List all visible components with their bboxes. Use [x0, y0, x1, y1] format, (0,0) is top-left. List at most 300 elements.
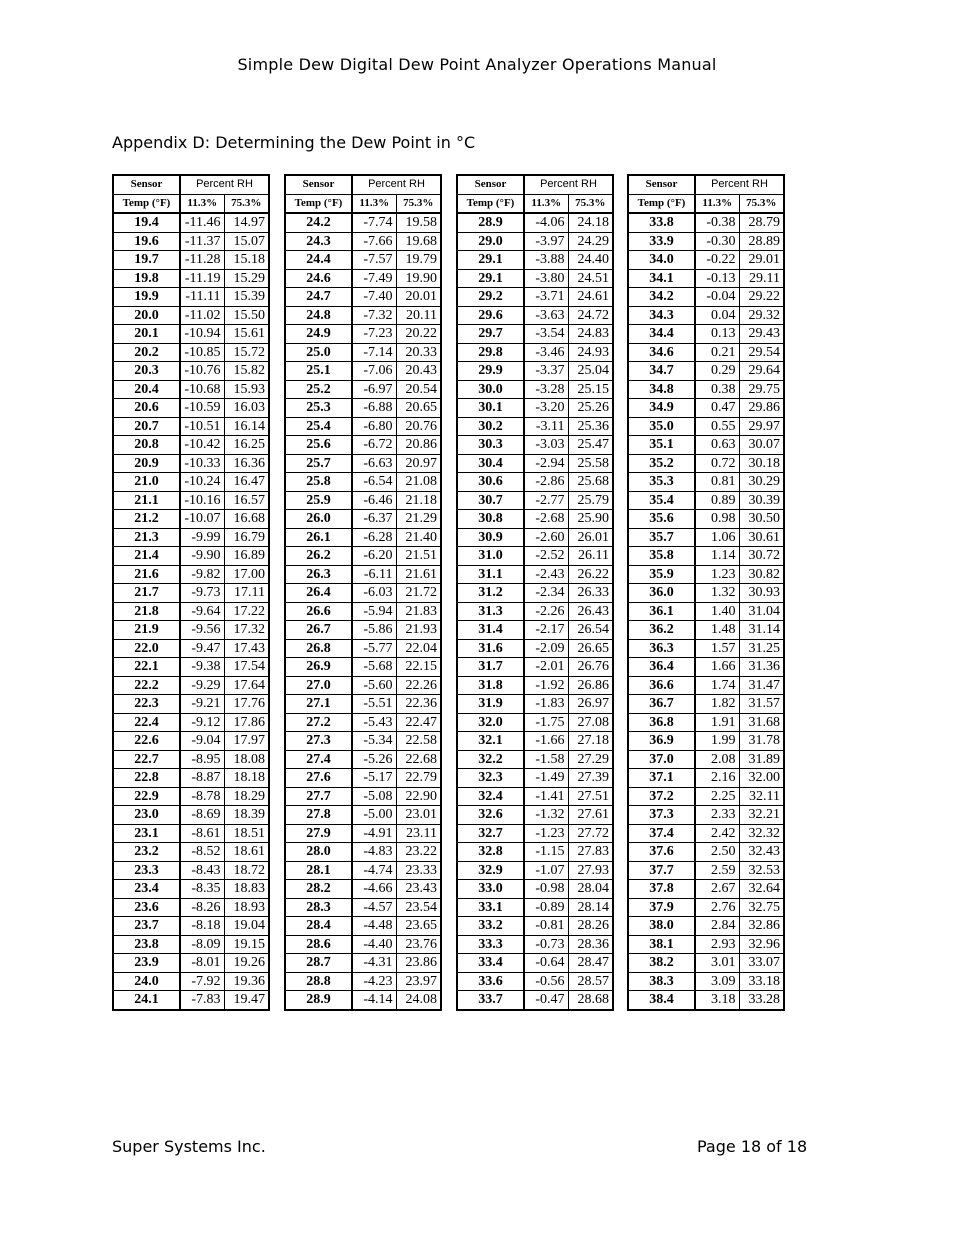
- dew-point-75-3-cell: 15.18: [224, 251, 269, 270]
- table-subheader-row: [285, 194, 441, 213]
- dew-point-11-3-cell: -8.09: [180, 935, 224, 954]
- dew-point-75-3-cell: 16.14: [224, 417, 269, 436]
- dew-point-75-3-cell: 25.79: [568, 491, 613, 510]
- table-row: [113, 473, 269, 492]
- table-row: [285, 306, 441, 325]
- dew-point-11-3-cell: 1.48: [695, 621, 739, 640]
- dew-point-11-3-cell: -10.07: [180, 510, 224, 529]
- dew-point-11-3-cell: -2.60: [524, 528, 568, 547]
- sensor-temp-cell: 23.2: [113, 843, 180, 862]
- table-row: [285, 713, 441, 732]
- sensor-temp-cell: 38.1: [628, 935, 695, 954]
- sensor-temp-cell: 21.3: [113, 528, 180, 547]
- dew-point-11-3-cell: -9.56: [180, 621, 224, 640]
- dew-point-75-3-cell: 17.22: [224, 602, 269, 621]
- dew-point-75-3-cell: 25.58: [568, 454, 613, 473]
- table-row: [628, 695, 784, 714]
- sensor-temp-cell: 23.7: [113, 917, 180, 936]
- dew-point-11-3-cell: -6.37: [352, 510, 396, 529]
- dew-point-75-3-cell: 23.76: [396, 935, 441, 954]
- table-row: [113, 565, 269, 584]
- sensor-temp-cell: 34.6: [628, 343, 695, 362]
- dew-point-11-3-cell: -10.76: [180, 362, 224, 381]
- dew-point-11-3-cell: -8.26: [180, 898, 224, 917]
- table-row: [628, 954, 784, 973]
- sensor-temp-cell: 36.1: [628, 602, 695, 621]
- dew-point-75-3-cell: 21.61: [396, 565, 441, 584]
- sensor-temp-cell: 33.8: [628, 213, 695, 232]
- table-row: [457, 732, 613, 751]
- dew-point-11-3-cell: 1.66: [695, 658, 739, 677]
- dew-point-75-3-cell: 32.96: [739, 935, 784, 954]
- dew-point-11-3-cell: 0.38: [695, 380, 739, 399]
- sensor-temp-cell: 23.0: [113, 806, 180, 825]
- dew-point-11-3-cell: -7.14: [352, 343, 396, 362]
- sensor-temp-cell: 30.4: [457, 454, 524, 473]
- table-row: [457, 713, 613, 732]
- table-row: [457, 417, 613, 436]
- table-row: [628, 713, 784, 732]
- rh-low-header: 11.3%: [695, 194, 739, 213]
- sensor-temp-cell: 32.9: [457, 861, 524, 880]
- dew-point-11-3-cell: -4.66: [352, 880, 396, 899]
- sensor-temp-cell: 31.9: [457, 695, 524, 714]
- dew-point-11-3-cell: -10.68: [180, 380, 224, 399]
- table-row: [628, 898, 784, 917]
- dew-point-75-3-cell: 23.22: [396, 843, 441, 862]
- dew-point-11-3-cell: -0.47: [524, 991, 568, 1010]
- dew-point-75-3-cell: 22.04: [396, 639, 441, 658]
- dew-point-11-3-cell: 2.93: [695, 935, 739, 954]
- dew-point-11-3-cell: 0.47: [695, 399, 739, 418]
- table-row: [628, 602, 784, 621]
- table-row: [628, 824, 784, 843]
- table-row: [457, 602, 613, 621]
- dew-point-table-1: [112, 174, 270, 1011]
- dew-point-75-3-cell: 26.54: [568, 621, 613, 640]
- dew-point-11-3-cell: -11.28: [180, 251, 224, 270]
- dew-point-75-3-cell: 20.86: [396, 436, 441, 455]
- table-row: [113, 972, 269, 991]
- sensor-temp-cell: 37.6: [628, 843, 695, 862]
- table-row: [628, 880, 784, 899]
- percent-rh-header: Percent RH: [524, 175, 613, 194]
- dew-point-11-3-cell: -9.82: [180, 565, 224, 584]
- dew-point-11-3-cell: -0.73: [524, 935, 568, 954]
- dew-point-75-3-cell: 14.97: [224, 213, 269, 232]
- dew-point-75-3-cell: 23.54: [396, 898, 441, 917]
- sensor-temp-cell: 34.2: [628, 288, 695, 307]
- dew-point-75-3-cell: 21.40: [396, 528, 441, 547]
- sensor-temp-cell: 37.2: [628, 787, 695, 806]
- dew-point-75-3-cell: 25.47: [568, 436, 613, 455]
- sensor-temp-cell: 22.3: [113, 695, 180, 714]
- sensor-temp-cell: 37.1: [628, 769, 695, 788]
- dew-point-75-3-cell: 19.47: [224, 991, 269, 1010]
- dew-point-75-3-cell: 27.08: [568, 713, 613, 732]
- table-row: [113, 695, 269, 714]
- dew-point-75-3-cell: 25.68: [568, 473, 613, 492]
- dew-point-11-3-cell: -1.07: [524, 861, 568, 880]
- table-row: [628, 806, 784, 825]
- sensor-temp-cell: 36.9: [628, 732, 695, 751]
- table-row: [457, 232, 613, 251]
- sensor-temp-cell: 33.3: [457, 935, 524, 954]
- dew-point-11-3-cell: -4.74: [352, 861, 396, 880]
- dew-point-11-3-cell: -2.17: [524, 621, 568, 640]
- dew-point-11-3-cell: 0.89: [695, 491, 739, 510]
- dew-point-11-3-cell: -1.15: [524, 843, 568, 862]
- sensor-temp-cell: 23.4: [113, 880, 180, 899]
- sensor-temp-cell: 25.6: [285, 436, 352, 455]
- sensor-temp-cell: 22.4: [113, 713, 180, 732]
- table-row: [285, 898, 441, 917]
- sensor-temp-cell: 26.8: [285, 639, 352, 658]
- dew-point-11-3-cell: -9.47: [180, 639, 224, 658]
- dew-point-75-3-cell: 21.08: [396, 473, 441, 492]
- dew-point-75-3-cell: 25.90: [568, 510, 613, 529]
- dew-point-75-3-cell: 17.32: [224, 621, 269, 640]
- dew-point-11-3-cell: -4.48: [352, 917, 396, 936]
- dew-point-75-3-cell: 26.11: [568, 547, 613, 566]
- dew-point-75-3-cell: 31.47: [739, 676, 784, 695]
- table-row: [628, 399, 784, 418]
- dew-point-11-3-cell: -2.86: [524, 473, 568, 492]
- table-row: [628, 584, 784, 603]
- dew-point-75-3-cell: 24.61: [568, 288, 613, 307]
- dew-point-75-3-cell: 18.51: [224, 824, 269, 843]
- table-row: [285, 491, 441, 510]
- dew-point-75-3-cell: 23.43: [396, 880, 441, 899]
- dew-point-75-3-cell: 32.32: [739, 824, 784, 843]
- dew-point-75-3-cell: 29.32: [739, 306, 784, 325]
- dew-point-75-3-cell: 28.14: [568, 898, 613, 917]
- sensor-temp-cell: 23.8: [113, 935, 180, 954]
- dew-point-11-3-cell: -7.40: [352, 288, 396, 307]
- sensor-temp-cell: 24.4: [285, 251, 352, 270]
- sensor-temp-cell: 23.3: [113, 861, 180, 880]
- dew-point-75-3-cell: 15.50: [224, 306, 269, 325]
- dew-point-75-3-cell: 25.26: [568, 399, 613, 418]
- sensor-temp-cell: 33.2: [457, 917, 524, 936]
- sensor-temp-cell: 30.6: [457, 473, 524, 492]
- dew-point-75-3-cell: 27.72: [568, 824, 613, 843]
- dew-point-75-3-cell: 16.68: [224, 510, 269, 529]
- sensor-temp-cell: 34.9: [628, 399, 695, 418]
- dew-point-75-3-cell: 19.68: [396, 232, 441, 251]
- dew-point-75-3-cell: 29.11: [739, 269, 784, 288]
- dew-point-75-3-cell: 18.61: [224, 843, 269, 862]
- sensor-temp-cell: 26.3: [285, 565, 352, 584]
- sensor-temp-cell: 29.9: [457, 362, 524, 381]
- dew-point-11-3-cell: -9.04: [180, 732, 224, 751]
- sensor-temp-cell: 19.4: [113, 213, 180, 232]
- dew-point-75-3-cell: 32.75: [739, 898, 784, 917]
- sensor-temp-cell: 27.8: [285, 806, 352, 825]
- sensor-temp-cell: 28.3: [285, 898, 352, 917]
- sensor-temp-cell: 21.1: [113, 491, 180, 510]
- dew-point-11-3-cell: 3.01: [695, 954, 739, 973]
- dew-point-11-3-cell: 2.08: [695, 750, 739, 769]
- sensor-temp-cell: 37.4: [628, 824, 695, 843]
- dew-point-11-3-cell: -2.77: [524, 491, 568, 510]
- sensor-temp-cell: 33.4: [457, 954, 524, 973]
- dew-point-75-3-cell: 16.79: [224, 528, 269, 547]
- sensor-temp-cell: 38.2: [628, 954, 695, 973]
- dew-point-75-3-cell: 31.36: [739, 658, 784, 677]
- dew-point-11-3-cell: -9.90: [180, 547, 224, 566]
- table-row: [285, 972, 441, 991]
- sensor-temp-cell: 24.7: [285, 288, 352, 307]
- dew-point-75-3-cell: 16.36: [224, 454, 269, 473]
- sensor-temp-cell: 28.2: [285, 880, 352, 899]
- dew-point-75-3-cell: 21.93: [396, 621, 441, 640]
- dew-point-75-3-cell: 27.61: [568, 806, 613, 825]
- dew-point-11-3-cell: 0.63: [695, 436, 739, 455]
- sensor-temp-cell: 22.7: [113, 750, 180, 769]
- table-row: [457, 898, 613, 917]
- sensor-temp-cell: 26.4: [285, 584, 352, 603]
- dew-point-11-3-cell: -11.02: [180, 306, 224, 325]
- dew-point-11-3-cell: -7.74: [352, 213, 396, 232]
- dew-point-75-3-cell: 17.00: [224, 565, 269, 584]
- table-row: [457, 639, 613, 658]
- dew-point-11-3-cell: -8.61: [180, 824, 224, 843]
- dew-point-11-3-cell: -11.46: [180, 213, 224, 232]
- dew-point-75-3-cell: 25.15: [568, 380, 613, 399]
- sensor-temp-cell: 30.8: [457, 510, 524, 529]
- dew-point-75-3-cell: 18.29: [224, 787, 269, 806]
- dew-point-11-3-cell: -6.11: [352, 565, 396, 584]
- dew-point-11-3-cell: -2.94: [524, 454, 568, 473]
- sensor-temp-cell: 36.6: [628, 676, 695, 695]
- dew-point-11-3-cell: 2.42: [695, 824, 739, 843]
- dew-point-11-3-cell: -0.98: [524, 880, 568, 899]
- table-header-row: [113, 175, 269, 194]
- table-row: [113, 343, 269, 362]
- table-row: [628, 325, 784, 344]
- table-row: [628, 621, 784, 640]
- dew-point-75-3-cell: 30.72: [739, 547, 784, 566]
- dew-point-11-3-cell: -3.54: [524, 325, 568, 344]
- dew-point-11-3-cell: 0.98: [695, 510, 739, 529]
- dew-point-75-3-cell: 24.40: [568, 251, 613, 270]
- table-row: [457, 510, 613, 529]
- dew-point-11-3-cell: -10.24: [180, 473, 224, 492]
- table-row: [628, 269, 784, 288]
- dew-point-75-3-cell: 29.43: [739, 325, 784, 344]
- table-row: [457, 454, 613, 473]
- dew-point-75-3-cell: 18.18: [224, 769, 269, 788]
- sensor-temp-cell: 24.9: [285, 325, 352, 344]
- sensor-temp-cell: 21.2: [113, 510, 180, 529]
- dew-point-75-3-cell: 24.72: [568, 306, 613, 325]
- sensor-temp-cell: 35.0: [628, 417, 695, 436]
- table-row: [285, 861, 441, 880]
- dew-point-11-3-cell: 1.57: [695, 639, 739, 658]
- table-row: [113, 732, 269, 751]
- table-row: [628, 843, 784, 862]
- dew-point-75-3-cell: 26.86: [568, 676, 613, 695]
- table-row: [628, 436, 784, 455]
- table-row: [457, 750, 613, 769]
- dew-point-11-3-cell: -6.80: [352, 417, 396, 436]
- table-row: [457, 621, 613, 640]
- table-row: [628, 251, 784, 270]
- table-row: [113, 491, 269, 510]
- dew-point-11-3-cell: -10.42: [180, 436, 224, 455]
- dew-point-75-3-cell: 28.47: [568, 954, 613, 973]
- page-header-title: Simple Dew Digital Dew Point Analyzer Operations Manual: [237, 55, 717, 74]
- table-row: [285, 769, 441, 788]
- dew-point-11-3-cell: -8.52: [180, 843, 224, 862]
- dew-point-75-3-cell: 23.33: [396, 861, 441, 880]
- dew-point-11-3-cell: -11.11: [180, 288, 224, 307]
- sensor-temp-cell: 29.1: [457, 251, 524, 270]
- dew-point-75-3-cell: 28.36: [568, 935, 613, 954]
- sensor-temp-cell: 20.8: [113, 436, 180, 455]
- dew-point-11-3-cell: 2.76: [695, 898, 739, 917]
- table-row: [628, 676, 784, 695]
- table-row: [457, 861, 613, 880]
- sensor-temp-cell: 36.4: [628, 658, 695, 677]
- table-row: [628, 491, 784, 510]
- table-row: [457, 269, 613, 288]
- dew-point-11-3-cell: -7.83: [180, 991, 224, 1010]
- sensor-temp-cell: 36.2: [628, 621, 695, 640]
- dew-point-11-3-cell: -1.92: [524, 676, 568, 695]
- dew-point-75-3-cell: 31.68: [739, 713, 784, 732]
- dew-point-11-3-cell: -4.83: [352, 843, 396, 862]
- dew-point-11-3-cell: 0.21: [695, 343, 739, 362]
- dew-point-75-3-cell: 26.33: [568, 584, 613, 603]
- table-row: [285, 565, 441, 584]
- dew-point-75-3-cell: 21.18: [396, 491, 441, 510]
- table-row: [457, 491, 613, 510]
- dew-point-11-3-cell: -5.68: [352, 658, 396, 677]
- sensor-temp-cell: 35.2: [628, 454, 695, 473]
- dew-point-75-3-cell: 32.86: [739, 917, 784, 936]
- rh-high-header: 75.3%: [396, 194, 441, 213]
- sensor-temp-cell: 34.0: [628, 251, 695, 270]
- dew-point-11-3-cell: -2.52: [524, 547, 568, 566]
- dew-point-11-3-cell: -10.59: [180, 399, 224, 418]
- table-row: [285, 639, 441, 658]
- dew-point-75-3-cell: 30.50: [739, 510, 784, 529]
- sensor-temp-cell: 27.3: [285, 732, 352, 751]
- sensor-temp-cell: 33.9: [628, 232, 695, 251]
- dew-point-75-3-cell: 23.11: [396, 824, 441, 843]
- sensor-temp-cell: 32.3: [457, 769, 524, 788]
- dew-point-11-3-cell: -10.33: [180, 454, 224, 473]
- table-row: [285, 325, 441, 344]
- dew-point-11-3-cell: 2.84: [695, 917, 739, 936]
- table-subheader-row: [457, 194, 613, 213]
- dew-point-75-3-cell: 15.07: [224, 232, 269, 251]
- dew-point-75-3-cell: 22.68: [396, 750, 441, 769]
- dew-point-11-3-cell: -9.73: [180, 584, 224, 603]
- sensor-temp-cell: 35.7: [628, 528, 695, 547]
- sensor-temp-cell: 36.8: [628, 713, 695, 732]
- dew-point-11-3-cell: -0.64: [524, 954, 568, 973]
- dew-point-11-3-cell: -3.28: [524, 380, 568, 399]
- sensor-header: Sensor: [628, 175, 695, 194]
- sensor-temp-cell: 33.7: [457, 991, 524, 1010]
- dew-point-11-3-cell: 0.13: [695, 325, 739, 344]
- dew-point-11-3-cell: -5.94: [352, 602, 396, 621]
- dew-point-11-3-cell: -7.06: [352, 362, 396, 381]
- sensor-temp-cell: 21.4: [113, 547, 180, 566]
- dew-point-75-3-cell: 16.89: [224, 547, 269, 566]
- dew-point-75-3-cell: 29.97: [739, 417, 784, 436]
- sensor-temp-cell: 32.4: [457, 787, 524, 806]
- dew-point-11-3-cell: 1.74: [695, 676, 739, 695]
- dew-point-75-3-cell: 17.43: [224, 639, 269, 658]
- sensor-temp-cell: 34.3: [628, 306, 695, 325]
- dew-point-11-3-cell: -9.99: [180, 528, 224, 547]
- dew-point-75-3-cell: 19.90: [396, 269, 441, 288]
- dew-point-75-3-cell: 16.57: [224, 491, 269, 510]
- sensor-temp-cell: 27.6: [285, 769, 352, 788]
- table-row: [628, 732, 784, 751]
- table-row: [457, 676, 613, 695]
- dew-point-75-3-cell: 30.18: [739, 454, 784, 473]
- sensor-temp-cell: 30.7: [457, 491, 524, 510]
- dew-point-11-3-cell: -3.80: [524, 269, 568, 288]
- dew-point-table-3: [456, 174, 614, 1011]
- sensor-temp-cell: 28.1: [285, 861, 352, 880]
- table-row: [113, 658, 269, 677]
- table-row: [113, 269, 269, 288]
- sensor-temp-cell: 28.7: [285, 954, 352, 973]
- table-row: [628, 547, 784, 566]
- dew-point-11-3-cell: -5.26: [352, 750, 396, 769]
- table-row: [113, 843, 269, 862]
- footer-page-number: Page 18 of 18: [697, 1137, 808, 1156]
- dew-point-75-3-cell: 16.03: [224, 399, 269, 418]
- dew-point-11-3-cell: 3.18: [695, 991, 739, 1010]
- dew-point-75-3-cell: 20.22: [396, 325, 441, 344]
- sensor-temp-cell: 26.6: [285, 602, 352, 621]
- sensor-temp-cell: 23.9: [113, 954, 180, 973]
- dew-point-11-3-cell: -5.60: [352, 676, 396, 695]
- dew-point-11-3-cell: -8.01: [180, 954, 224, 973]
- table-row: [285, 288, 441, 307]
- table-row: [457, 843, 613, 862]
- dew-point-75-3-cell: 32.11: [739, 787, 784, 806]
- table-row: [628, 288, 784, 307]
- dew-point-75-3-cell: 30.29: [739, 473, 784, 492]
- dew-point-11-3-cell: -3.37: [524, 362, 568, 381]
- dew-point-75-3-cell: 30.39: [739, 491, 784, 510]
- table-row: [113, 454, 269, 473]
- dew-point-11-3-cell: -8.78: [180, 787, 224, 806]
- table-row: [285, 732, 441, 751]
- table-subheader-row: [113, 194, 269, 213]
- table-row: [457, 935, 613, 954]
- sensor-temp-cell: 20.2: [113, 343, 180, 362]
- table-row: [457, 972, 613, 991]
- sensor-temp-cell: 26.2: [285, 547, 352, 566]
- dew-point-11-3-cell: -4.31: [352, 954, 396, 973]
- dew-point-75-3-cell: 27.51: [568, 787, 613, 806]
- dew-point-11-3-cell: -3.71: [524, 288, 568, 307]
- percent-rh-header: Percent RH: [352, 175, 441, 194]
- table-row: [285, 621, 441, 640]
- dew-point-11-3-cell: -1.75: [524, 713, 568, 732]
- table-header-row: [285, 175, 441, 194]
- rh-high-header: 75.3%: [739, 194, 784, 213]
